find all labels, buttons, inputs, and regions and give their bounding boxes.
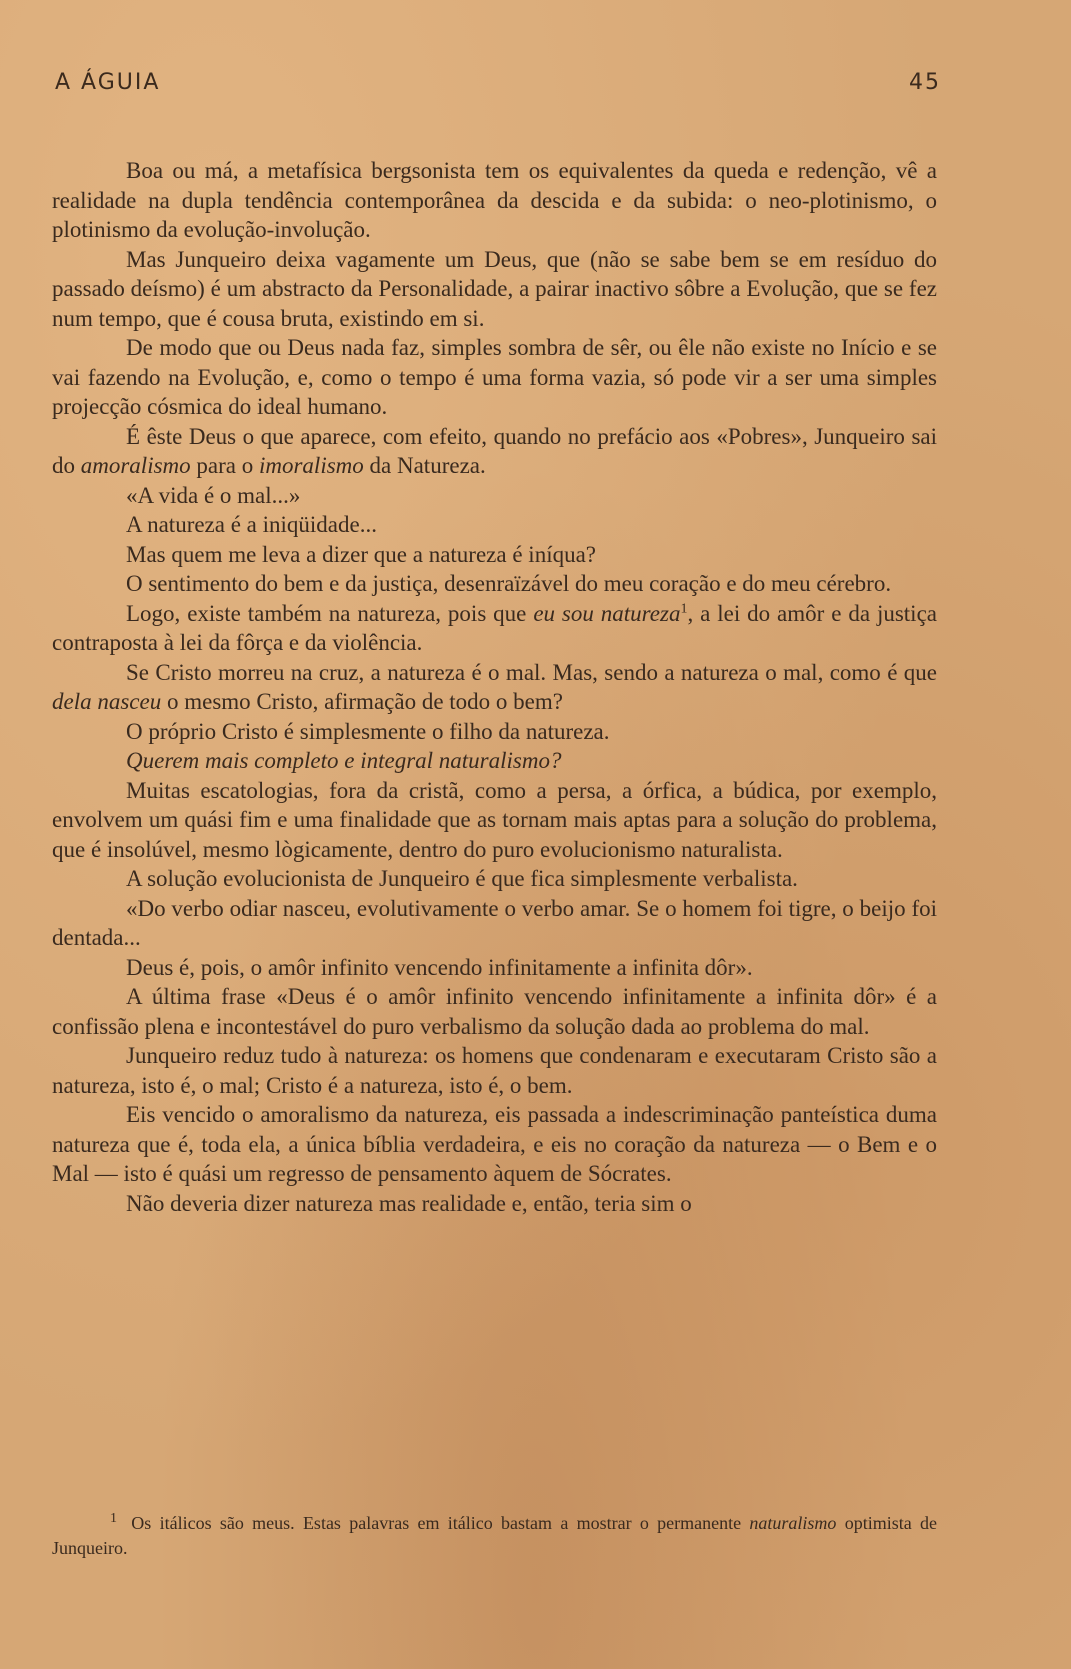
running-title: A ÁGUIA [55,70,161,95]
text-run: O próprio Cristo é simplesmente o filho da natureza. [126,718,610,744]
paragraph [52,422,937,481]
italic-text: naturalismo [749,1513,837,1533]
text-run: Mas Junqueiro deixa vagamente um Deus, que (não se sabe bem se em resíduo do passado deísmo) é um abstracto da Personalidade, a pairar inactivo sôbre a Evolução, que se fez num tempo, que é cousa bruta, existindo em si. [52,246,937,331]
text-run: É êste Deus o que aparece, com efeito, quando no prefácio aos «Pobres», Junqueiro sai do [52,423,937,478]
italic-text: imoralismo [258,453,364,478]
paragraph [52,540,937,570]
paragraph [52,1189,937,1219]
text-run: Muitas escatologias, fora da cristã, como a persa, a órfica, a búdica, por exemplo, envolvem um quási fim e uma finalidade que as tornam mais aptas para a solução do problema, que é insolúvel, mesmo lògicamente, dentro do puro evolucionismo naturalista. [52,777,937,862]
text-run: O sentimento do bem e da justiça, desenraïzável do meu coração e do meu cérebro. [126,571,892,596]
paragraph [52,717,937,747]
text-run: Deus é, pois, o amôr infinito vencendo infinitamente a infinita dôr». [126,954,753,980]
italic-text: dela nasceu [52,689,162,714]
paragraph [52,333,937,422]
paragraph [52,953,937,983]
footnote-mark: 1 [110,1511,117,1526]
text-run: para o [190,453,259,478]
text-run: optimista de Junqueiro. [52,1513,938,1558]
page-header [55,70,941,102]
paragraph [52,1041,937,1100]
text-run: «Do verbo odiar nasceu, evolutivamente o verbo amar. Se o homem foi tigre, o beijo foi dentada... [52,895,937,950]
text-run: o mesmo Cristo, afirmação de todo o bem? [161,689,563,714]
body-text [52,156,937,1218]
text-run: Mas quem me leva a dizer que a natureza é iníqua? [126,541,596,567]
italic-text: amoralismo [80,453,191,478]
text-run: Se Cristo morreu na cruz, a natureza é o mal. Mas, sendo a natureza o mal, como é que [126,659,937,685]
paragraph [52,776,937,865]
footnote-paragraph [52,1506,937,1561]
paragraph [52,894,937,953]
paragraph [52,569,937,599]
text-run: A última frase «Deus é o amôr infinito vencendo infinitamente a infinita dôr» é a confissão plena e incontestável do puro verbalismo da solução dada ao problema do mal. [52,984,937,1039]
paragraph [52,982,937,1041]
page-number: 45 [909,70,941,95]
italic-text: eu sou natureza [533,600,681,626]
text-run: Não deveria dizer natureza mas realidade e, então, teria sim o [126,1190,692,1216]
paragraph [52,156,937,245]
footnote [52,1506,937,1561]
text-run: Logo, existe também na natureza, pois que [126,600,534,626]
text-run: A natureza é a iniqüidade... [126,512,377,537]
text-run: «A vida é o mal...» [126,482,301,508]
text-run: Eis vencido o amoralismo da natureza, eis passada a indescriminação panteística duma natureza que é, toda ela, a única bíblia verdadeira, e eis no coração da natureza — o Bem e o Mal — isto é quási um regresso de pensamento àquem de Sócrates. [52,1102,937,1186]
text-run: , a lei do amôr e da justiça contraposta à lei da fôrça e da violência. [52,600,937,655]
text-run: A solução evolucionista de Junqueiro é que fica simplesmente verbalista. [126,866,798,891]
text-run: Junqueiro reduz tudo à natureza: os homens que condenaram e executaram Cristo são a natureza, isto é, o mal; Cristo é a natureza, isto é, o bem. [52,1043,937,1098]
paragraph [52,510,937,540]
footnote-reference: 1 [680,600,688,616]
paragraph [52,481,937,511]
paragraph [52,599,937,658]
paragraph [52,245,937,334]
text-run: Os itálicos são meus. Estas palavras em itálico bastam a mostrar o permanente [131,1513,750,1533]
text-run: Boa ou má, a metafísica bergsonista tem os equivalentes da queda e redenção, vê a realidade na dupla tendência contemporânea da descida e da subida: o neo-plotinismo, o plotinismo da evolução-involução. [52,158,937,242]
italic-text: Querem mais completo e integral naturalismo? [126,748,562,773]
text-run: da Natureza. [363,453,486,478]
paragraph [52,1100,937,1189]
paragraph [52,864,937,894]
paragraph [52,658,937,717]
text-run: De modo que ou Deus nada faz, simples sombra de sêr, ou êle não existe no Início e se vai fazendo na Evolução, e, como o tempo é uma forma vazia, só pode vir a ser uma simples projecção cósmica do ideal humano. [52,335,937,419]
paragraph [52,746,937,776]
